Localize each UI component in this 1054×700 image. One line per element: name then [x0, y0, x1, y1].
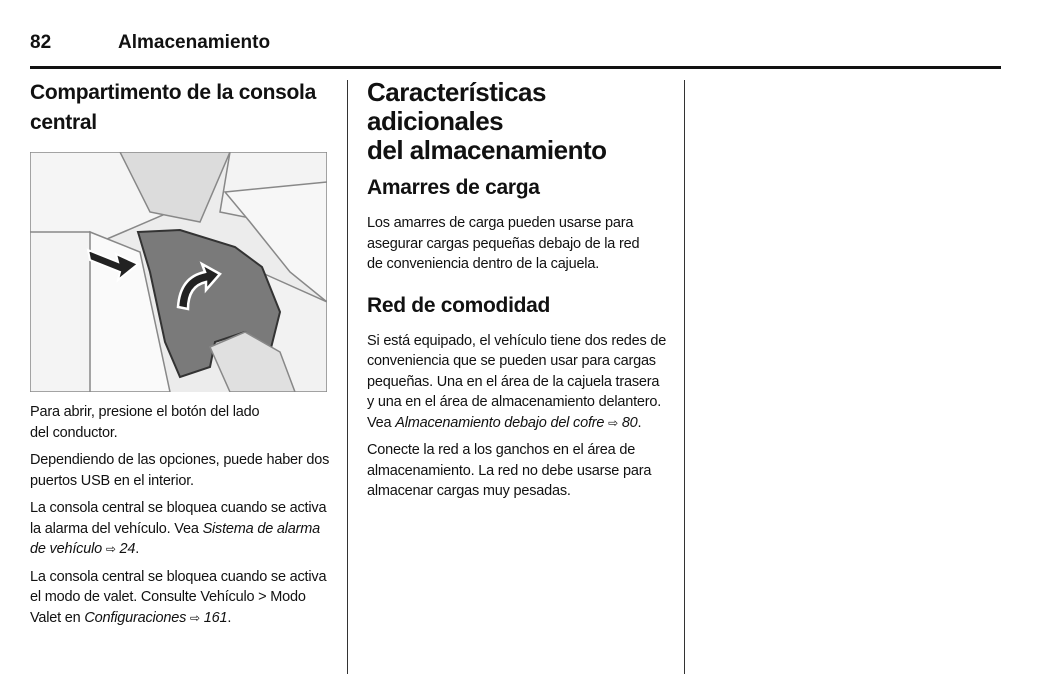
section-title: Almacenamiento: [118, 32, 271, 53]
paragraph-alarm: La consola central se bloquea cuando se activa la alarma del vehículo. Vea Sistema de alarma de vehículo ⇨ 24.: [30, 500, 327, 557]
page-reference[interactable]: 80: [621, 414, 638, 431]
middle-column: [367, 78, 667, 509]
column-divider: [347, 80, 348, 674]
reference-link[interactable]: Almacenamiento debajo del cofre: [395, 414, 605, 431]
console-heading: Compartimento de la consola central: [30, 81, 316, 134]
page-number: 82: [30, 32, 52, 53]
reference-link[interactable]: Configuraciones: [84, 609, 187, 626]
page-reference[interactable]: 24: [119, 541, 136, 557]
console-illustration: [30, 152, 327, 392]
page-reference[interactable]: 161: [203, 609, 228, 626]
console-illustration-svg: [30, 152, 327, 392]
page-arrow-icon: ⇨: [105, 542, 116, 556]
paragraph-valet: La consola central se bloquea cuando se activa el modo de valet. Consulte Vehículo > Modo Valet en Configuraciones ⇨ 161.: [30, 568, 327, 626]
paragraph-net: Si está equipado, el vehículo tiene dos redes de conveniencia que se pueden usar para cargas pequeñas. Una en el área de la cajuela trasera y una en el área de almacenamiento delantero. Vea Almacenamiento debajo del cofre ⇨ 80.: [367, 332, 667, 431]
storage-heading: Características adicionales del almacenamiento: [367, 77, 607, 165]
page-arrow-icon: ⇨: [190, 610, 200, 625]
reference-link[interactable]: Sistema de alarma: [202, 520, 321, 537]
left-column: [30, 78, 330, 635]
cargo-tiedowns-heading: Amarres de carga: [367, 176, 540, 199]
page-arrow-icon: ⇨: [608, 415, 618, 430]
page-header: [30, 30, 1001, 69]
reference-link[interactable]: de vehículo: [30, 541, 102, 557]
paragraph-usb: Dependiendo de las opciones, puede haber dos puertos USB en el interior.: [30, 452, 330, 489]
paragraph-open: Para abrir, presione el botón del lado del conductor.: [30, 404, 260, 441]
convenience-net-heading: Red de comodidad: [367, 293, 551, 317]
paragraph-net-hooks: Conecte la red a los ganchos en el área de almacenamiento. La red no debe usarse para almacenar cargas muy pesadas.: [367, 442, 652, 499]
column-divider: [684, 80, 685, 674]
paragraph-tiedowns: Los amarres de carga pueden usarse para asegurar cargas pequeñas debajo de la red de conveniencia dentro de la cajuela.: [367, 215, 640, 272]
